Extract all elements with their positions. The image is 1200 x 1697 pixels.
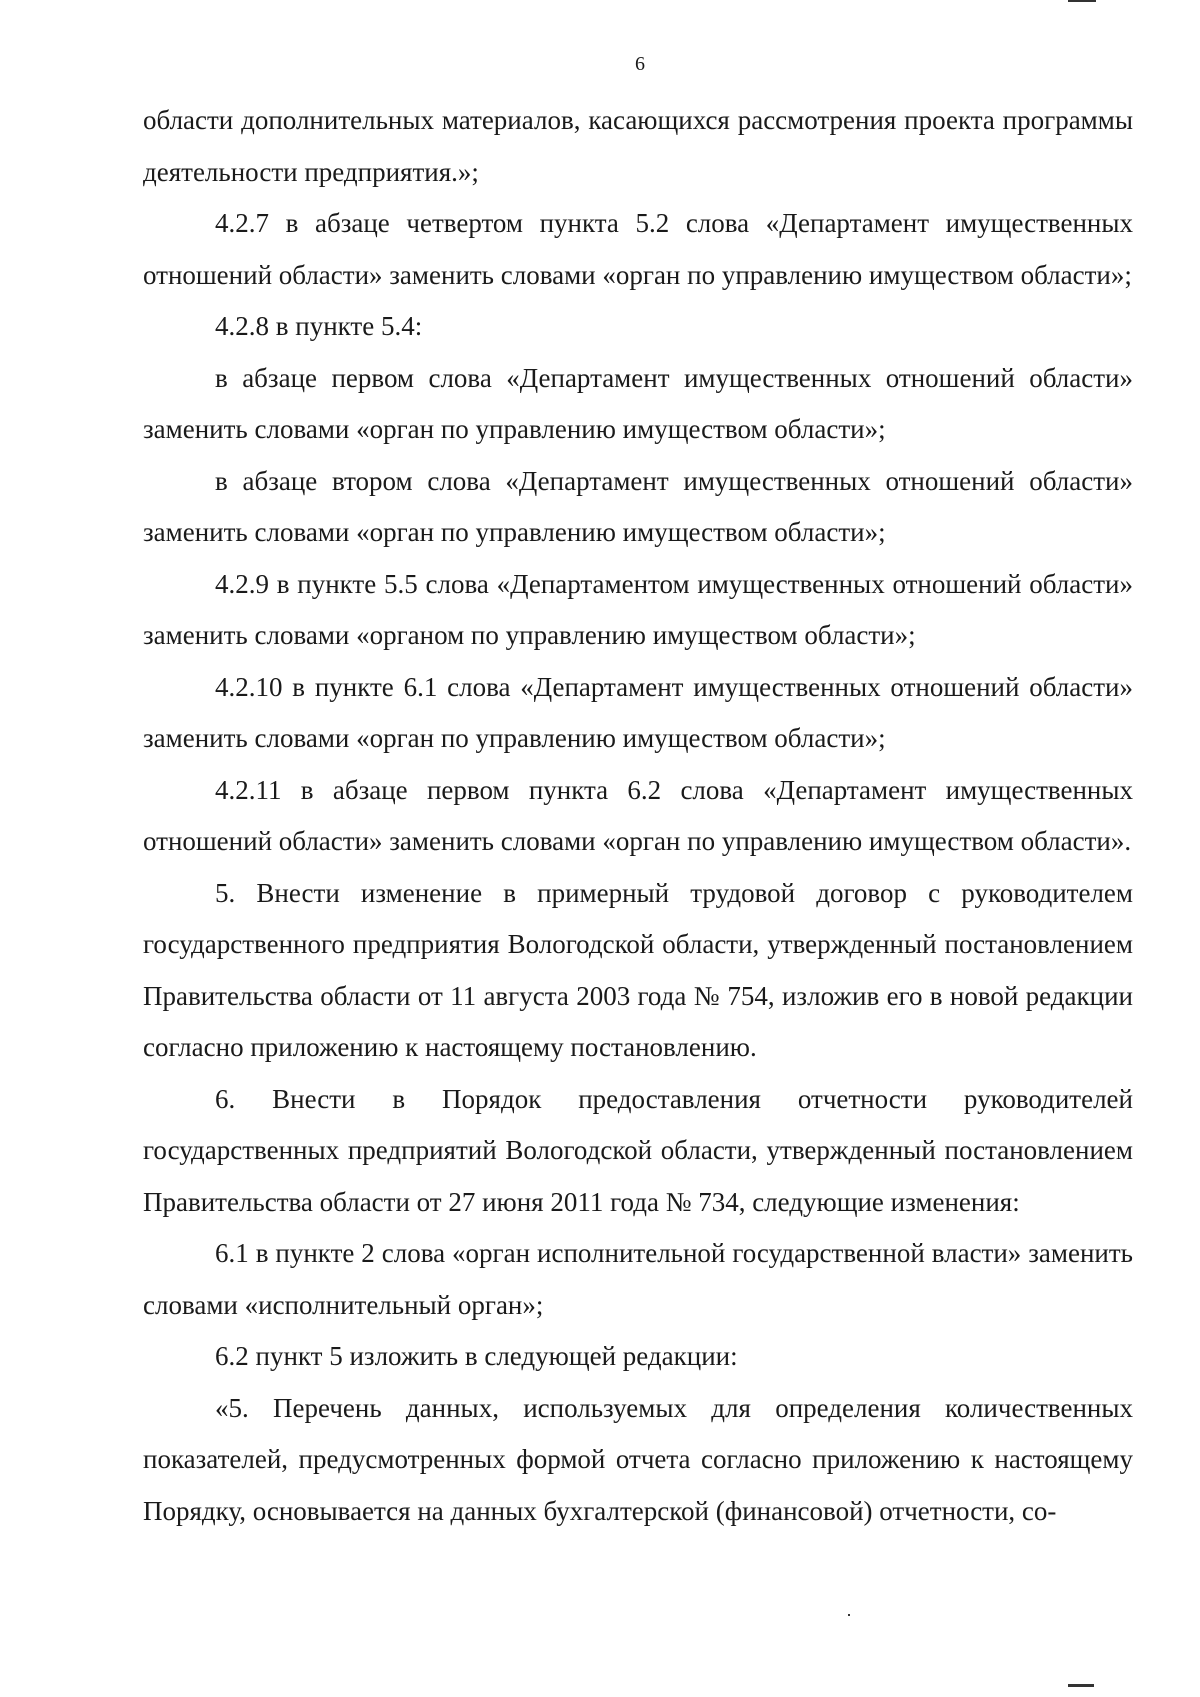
paragraph-4-2-8-first: в абзаце первом слова «Департамент имущественных отношений области» заменить словами «орган по управлению имуществом области»; [143,362,1133,444]
paragraph-quote-5: «5. Перечень данных, используемых для определения количественных показателей, предусмотренных формой отчета согласно приложению к настоящему Порядку, основывается на данных бухгалтерской (финансовой) отчетности, со- [143,1392,1133,1526]
document-body [143,95,1133,1537]
paragraph-continuation: области дополнительных материалов, касающихся рассмотрения проекта программы деятельности предприятия.»; [143,105,1133,187]
page-number: 6 [635,53,645,75]
scan-artifact-bottom-right [1068,1684,1094,1687]
paragraph-4-2-9: 4.2.9 в пункте 5.5 слова «Департаментом имущественных отношений области» заменить словами «органом по управлению имуществом области»; [143,568,1133,650]
paragraph-6-2: 6.2 пункт 5 изложить в следующей редакции: [215,1341,738,1371]
paragraph-5: 5. Внести изменение в примерный трудовой договор с руководителем государственного предприятия Вологодской области, утвержденный постановлением Правительства области от 11 августа 2003 года № 754, изложив его в новой редакции согласно приложению к настоящему постановлению. [143,877,1133,1062]
paragraph-4-2-10: 4.2.10 в пункте 6.1 слова «Департамент имущественных отношений области» заменить словами «орган по управлению имуществом области»; [143,671,1133,753]
paragraph-4-2-11: 4.2.11 в абзаце первом пункта 6.2 слова «Департамент имущественных отношений области» заменить словами «орган по управлению имуществом области». [143,774,1133,856]
paragraph-6-1: 6.1 в пункте 2 слова «орган исполнительной государственной власти» заменить словами «исполнительный орган»; [143,1238,1133,1320]
scan-artifact-top-right [1068,0,1096,2]
scan-artifact-dot [848,1614,850,1616]
paragraph-4-2-8: 4.2.8 в пункте 5.4: [215,311,423,341]
paragraph-6: 6. Внести в Порядок предоставления отчетности руководителей государственных предприятий Вологодской области, утвержденный постановлением Правительства области от 27 июня 2011 года № 734, следующие изменения: [143,1083,1133,1217]
paragraph-4-2-7: 4.2.7 в абзаце четвертом пункта 5.2 слова «Департамент имущественных отношений области» заменить словами «орган по управлению имуществом области»; [143,208,1133,290]
paragraph-4-2-8-second: в абзаце втором слова «Департамент имущественных отношений области» заменить словами «орган по управлению имуществом области»; [143,465,1133,547]
